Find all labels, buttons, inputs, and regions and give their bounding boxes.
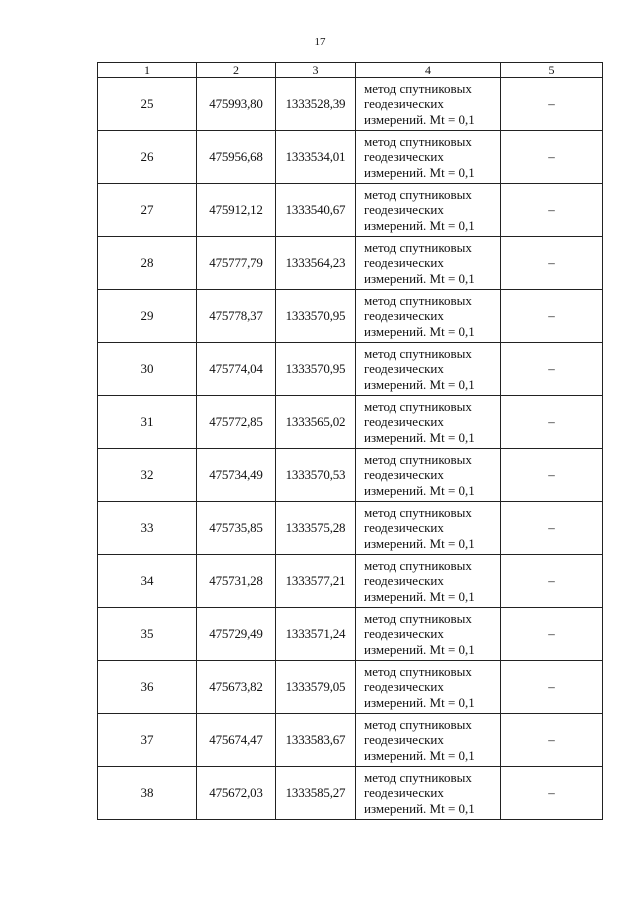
column-header: 2: [197, 63, 276, 78]
method-line-2: геодезических: [364, 308, 444, 324]
note-cell: –: [501, 290, 603, 343]
method-line-1: метод спутниковых: [364, 186, 472, 202]
table-row: [98, 78, 603, 131]
coordinate-y: 1333570,95: [276, 343, 356, 396]
table-row: [98, 396, 603, 449]
method-line-1: метод спутниковых: [364, 663, 472, 679]
method-line-3: измерений. Mt = 0,1: [364, 800, 475, 816]
method-line-3: измерений. Mt = 0,1: [364, 535, 475, 551]
coordinate-x: 475777,79: [197, 237, 276, 290]
table-row: [98, 661, 603, 714]
method-cell: [356, 237, 501, 290]
coordinate-y: 1333577,21: [276, 555, 356, 608]
table-row: [98, 184, 603, 237]
note-cell: –: [501, 502, 603, 555]
method-cell: [356, 449, 501, 502]
method-line-1: метод спутниковых: [364, 716, 472, 732]
method-line-3: измерений. Mt = 0,1: [364, 376, 475, 392]
point-number: 31: [98, 396, 197, 449]
coordinate-x: 475734,49: [197, 449, 276, 502]
note-cell: –: [501, 131, 603, 184]
method-line-1: метод спутниковых: [364, 239, 472, 255]
coordinate-x: 475729,49: [197, 608, 276, 661]
coordinate-x: 475774,04: [197, 343, 276, 396]
coordinate-y: 1333564,23: [276, 237, 356, 290]
point-number: 32: [98, 449, 197, 502]
coordinate-x: 475674,47: [197, 714, 276, 767]
coordinate-x: 475993,80: [197, 78, 276, 131]
method-line-2: геодезических: [364, 96, 444, 112]
method-line-1: метод спутниковых: [364, 80, 472, 96]
point-number: 25: [98, 78, 197, 131]
column-header: 1: [98, 63, 197, 78]
table-row: [98, 502, 603, 555]
method-line-3: измерений. Mt = 0,1: [364, 641, 475, 657]
table-row: [98, 290, 603, 343]
method-cell: [356, 290, 501, 343]
method-line-1: метод спутниковых: [364, 769, 472, 785]
point-number: 27: [98, 184, 197, 237]
table-row: [98, 767, 603, 820]
method-line-2: геодезических: [364, 785, 444, 801]
method-cell: [356, 184, 501, 237]
method-line-2: геодезических: [364, 520, 444, 536]
method-line-3: измерений. Mt = 0,1: [364, 323, 475, 339]
method-line-1: метод спутниковых: [364, 557, 472, 573]
method-cell: [356, 343, 501, 396]
note-cell: –: [501, 396, 603, 449]
coordinate-y: 1333585,27: [276, 767, 356, 820]
coordinates-table: [97, 62, 603, 820]
method-cell: [356, 555, 501, 608]
coordinate-x: 475912,12: [197, 184, 276, 237]
note-cell: –: [501, 555, 603, 608]
point-number: 36: [98, 661, 197, 714]
method-line-2: геодезических: [364, 361, 444, 377]
table-header-row: [98, 63, 603, 78]
note-cell: –: [501, 767, 603, 820]
coordinate-x: 475731,28: [197, 555, 276, 608]
method-line-3: измерений. Mt = 0,1: [364, 111, 475, 127]
method-cell: [356, 78, 501, 131]
column-header: 5: [501, 63, 603, 78]
coordinate-x: 475672,03: [197, 767, 276, 820]
point-number: 35: [98, 608, 197, 661]
method-line-1: метод спутниковых: [364, 504, 472, 520]
point-number: 30: [98, 343, 197, 396]
method-line-3: измерений. Mt = 0,1: [364, 164, 475, 180]
coordinate-x: 475735,85: [197, 502, 276, 555]
method-cell: [356, 714, 501, 767]
note-cell: –: [501, 343, 603, 396]
method-line-1: метод спутниковых: [364, 398, 472, 414]
coordinate-y: 1333583,67: [276, 714, 356, 767]
page-number: 17: [314, 36, 326, 48]
method-line-1: метод спутниковых: [364, 451, 472, 467]
method-cell: [356, 767, 501, 820]
method-line-1: метод спутниковых: [364, 133, 472, 149]
coordinate-y: 1333565,02: [276, 396, 356, 449]
note-cell: –: [501, 449, 603, 502]
coordinate-y: 1333570,95: [276, 290, 356, 343]
point-number: 34: [98, 555, 197, 608]
coordinate-y: 1333528,39: [276, 78, 356, 131]
table-row: [98, 714, 603, 767]
method-line-2: геодезических: [364, 255, 444, 271]
table-row: [98, 449, 603, 502]
table-row: [98, 131, 603, 184]
method-cell: [356, 502, 501, 555]
point-number: 28: [98, 237, 197, 290]
method-cell: [356, 396, 501, 449]
coordinate-x: 475772,85: [197, 396, 276, 449]
method-line-3: измерений. Mt = 0,1: [364, 747, 475, 763]
point-number: 37: [98, 714, 197, 767]
point-number: 26: [98, 131, 197, 184]
table-row: [98, 237, 603, 290]
note-cell: –: [501, 608, 603, 661]
coordinate-x: 475673,82: [197, 661, 276, 714]
coordinate-y: 1333540,67: [276, 184, 356, 237]
method-cell: [356, 608, 501, 661]
note-cell: –: [501, 78, 603, 131]
point-number: 29: [98, 290, 197, 343]
method-cell: [356, 661, 501, 714]
note-cell: –: [501, 237, 603, 290]
coordinate-y: 1333570,53: [276, 449, 356, 502]
note-cell: –: [501, 184, 603, 237]
table-row: [98, 343, 603, 396]
point-number: 38: [98, 767, 197, 820]
point-number: 33: [98, 502, 197, 555]
coordinate-x: 475778,37: [197, 290, 276, 343]
coordinate-y: 1333571,24: [276, 608, 356, 661]
table-row: [98, 555, 603, 608]
method-line-1: метод спутниковых: [364, 292, 472, 308]
method-line-2: геодезических: [364, 202, 444, 218]
method-line-3: измерений. Mt = 0,1: [364, 217, 475, 233]
coordinate-y: 1333575,28: [276, 502, 356, 555]
method-line-2: геодезических: [364, 679, 444, 695]
method-line-3: измерений. Mt = 0,1: [364, 694, 475, 710]
method-line-2: геодезических: [364, 732, 444, 748]
note-cell: –: [501, 714, 603, 767]
method-cell: [356, 131, 501, 184]
method-line-3: измерений. Mt = 0,1: [364, 482, 475, 498]
method-line-2: геодезических: [364, 467, 444, 483]
method-line-3: измерений. Mt = 0,1: [364, 270, 475, 286]
coordinate-x: 475956,68: [197, 131, 276, 184]
table-row: [98, 608, 603, 661]
method-line-3: измерений. Mt = 0,1: [364, 429, 475, 445]
coordinate-y: 1333534,01: [276, 131, 356, 184]
method-line-3: измерений. Mt = 0,1: [364, 588, 475, 604]
method-line-2: геодезических: [364, 414, 444, 430]
column-header: 3: [276, 63, 356, 78]
method-line-2: геодезических: [364, 149, 444, 165]
method-line-2: геодезических: [364, 573, 444, 589]
method-line-2: геодезических: [364, 626, 444, 642]
method-line-1: метод спутниковых: [364, 610, 472, 626]
coordinate-y: 1333579,05: [276, 661, 356, 714]
method-line-1: метод спутниковых: [364, 345, 472, 361]
note-cell: –: [501, 661, 603, 714]
column-header: 4: [356, 63, 501, 78]
